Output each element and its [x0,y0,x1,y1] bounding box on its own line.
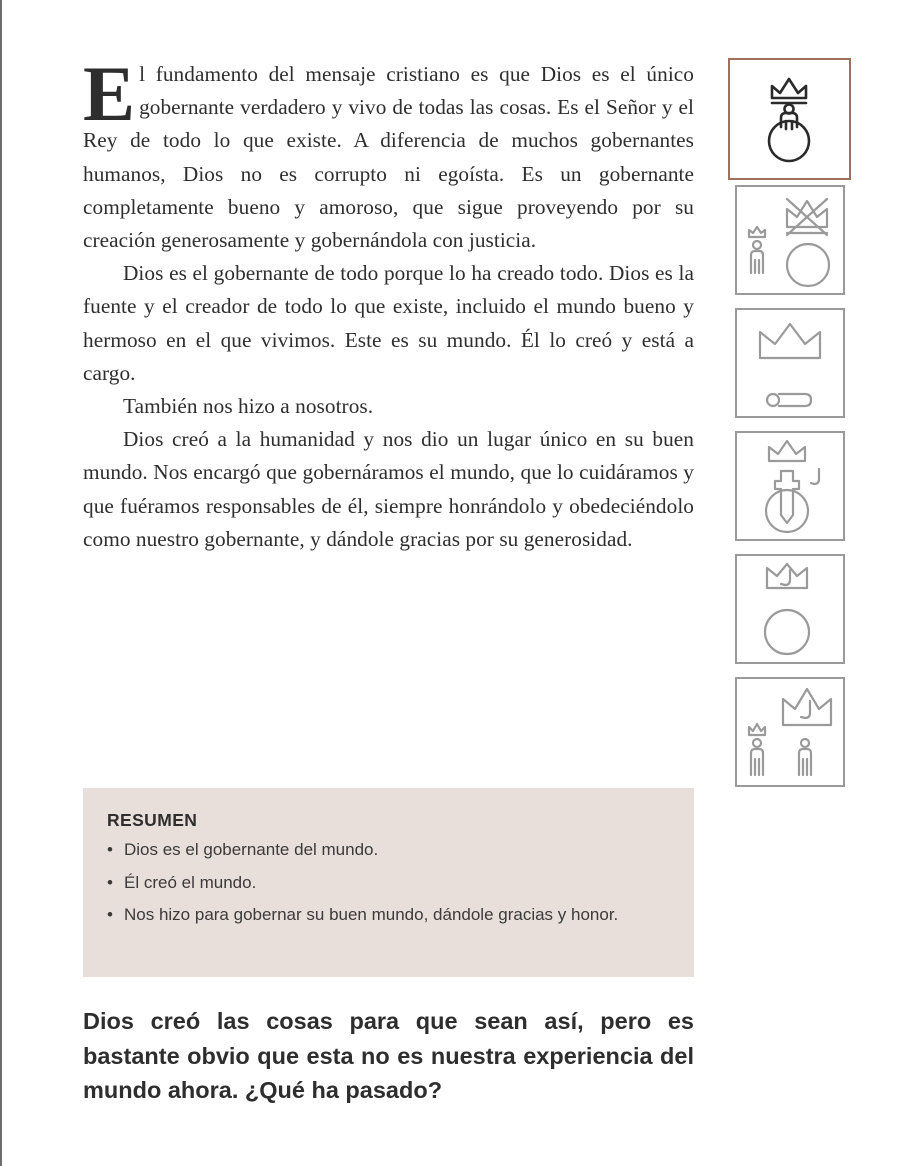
paragraph-1 [83,50,694,257]
sidebar-icon-6 [735,677,845,787]
crossed-crown-small-crowned-person-world-icon [735,185,845,295]
drop-cap: E [83,50,136,137]
paragraph-3: También nos hizo a nosotros. [123,394,374,419]
summary-box [83,788,694,977]
left-page-rule [0,0,2,1166]
sidebar-icon-5 [735,554,845,664]
sidebar-icon-4 [735,431,845,541]
summary-item: • Nos hizo para gobernar su buen mundo, dándole gracias y honor. [107,902,670,928]
summary-item: • Dios es el gobernante del mundo. [107,837,670,863]
closing-question: Dios creó las cosas para que sean así, pero es bastante obvio que esta no es nuestra experiencia del mundo ahora. ¿Qué ha pasado? [83,1008,694,1103]
main-text [83,50,694,556]
paragraph-4: Dios creó a la humanidad y nos dio un lugar único en su buen mundo. Nos encargó que gobernáramos el mundo, que lo cuidáramos y que fuéramos responsables de él, siempre honrándolo y obedeciéndolo como nuestro gobernante, y dándole gracias por su generosidad. [83,427,694,551]
j-crown-over-two-people-icon [735,677,845,787]
summary-title: RESUMEN [107,810,198,830]
paragraph-1-text: l fundamento del mensaje cristiano es que Dios es el único gobernante verdadero y vivo de todas las cosas. Es el Señor y el Rey de todo lo que existe. A diferencia de muchos gobernantes humanos, Dios no es corrupto ni egoísta. Es un gobernante completamente bueno y amoroso, que sigue proveyendo por su creación generosamente y gobernándola con justicia. [83,62,694,253]
paragraph-2: Dios es el gobernante de todo porque lo ha creado todo. Dios es la fuente y el creador de todo lo que existe, incluido el mundo bueno y hermoso en el que vivimos. Este es su mundo. Él lo creó y está a cargo. [83,261,694,385]
summary-list [107,837,670,928]
crown-over-person-on-world-icon [728,58,851,180]
j-crown-over-world-icon [735,554,845,664]
crown-over-cross-on-world-icon [735,431,845,541]
crown-over-fallen-person-icon [735,308,845,418]
sidebar-icon-2 [735,185,845,295]
summary-item: • Él creó el mundo. [107,870,670,896]
sidebar-icon-1 [728,58,851,180]
sidebar-icon-3 [735,308,845,418]
